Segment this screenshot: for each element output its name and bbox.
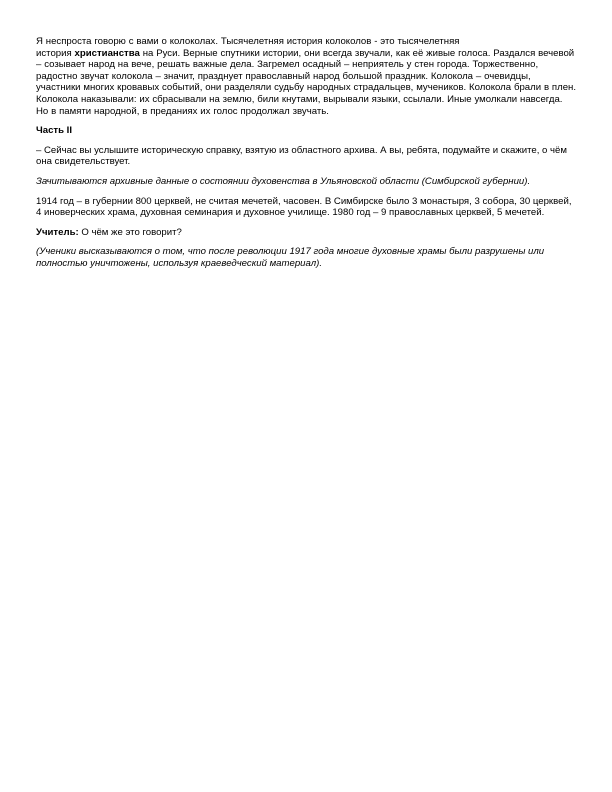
statistics-paragraph: 1914 год – в губернии 800 церквей, не считая мечетей, часовен. В Симбирске было 3 монастыря, 3 собора, 30 церквей, 4 иноверческих храма, духовная семинария и духовное училище. 1980 год – 9 православных церквей, 5 мечетей. (36, 195, 572, 219)
teacher-label: Учитель: (36, 226, 79, 238)
teacher-question-paragraph (36, 227, 576, 239)
part-two-heading: Часть II (36, 125, 73, 137)
intro-text-prefix: история (36, 47, 75, 59)
students-response-note: (Ученики высказываются о том, что после революции 1917 года многие духовные храмы были разрушены или полностью уничтожены, используя краеведческий материал). (36, 246, 545, 269)
archive-intro-paragraph: – Сейчас вы услышите историческую справку, взятую из областного архива. А вы, ребята, подумайте и скажите, о чём она свидетельствует. (36, 144, 567, 168)
christianity-bold-term: христианства (74, 47, 140, 59)
intro-text-rest: на Руси. Верные спутники истории, они всегда звучали, как её живые голоса. Раздался вечевой – созывает народ на вече, решать важные дела. Загремел осадный – неприятель у стен города. Торжественно, радостно звучат колокола – значит, празднует православный народ большой праздник. Колокола – очевидцы, участники многих кровавых событий, они разделяли судьбу народных страдальцев, мучеников. Колокола брали в плен. Колокола наказывали: их сбрасывали на землю, били кнутами, вырывали языки, ссылали. Иные умолкали навсегда. Но в памяти народной, в преданиях их голос продолжал звучать. (36, 47, 577, 117)
document-page (36, 36, 576, 278)
teacher-question: О чём же это говорит? (78, 226, 182, 238)
archive-data-note: Зачитываются архивные данные о состоянии духовенства в Ульяновской области (Симбирской губернии). (36, 175, 531, 187)
intro-paragraph (36, 36, 576, 117)
intro-first-line: Я неспроста говорю с вами о колоколах. Тысячелетняя история колоколов - это тысячелетняя (36, 36, 460, 47)
